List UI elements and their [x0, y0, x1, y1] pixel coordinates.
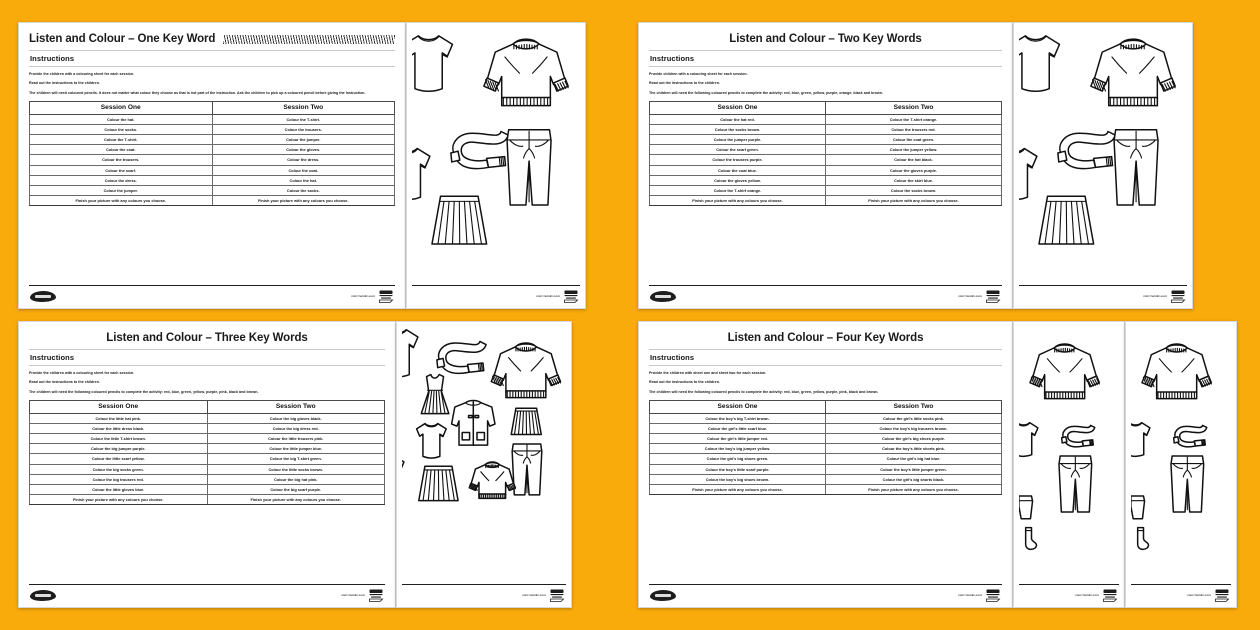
instruction-cell: Colour the trousers purple.	[650, 155, 826, 165]
column-header: Session Two	[826, 400, 1002, 413]
twinkl-badge-icon	[368, 588, 384, 602]
table-header-row	[30, 101, 395, 114]
instruction-cell: Colour the trousers.	[212, 124, 395, 134]
table-row	[650, 444, 1002, 454]
table-header-row	[650, 101, 1002, 114]
twinkl-badge-icon	[985, 588, 1001, 602]
column-header: Session Two	[207, 400, 385, 413]
instruction-cell: Colour the little socks brown.	[207, 464, 385, 474]
table-row	[30, 413, 385, 423]
twinkl-logo-icon[interactable]	[650, 590, 676, 601]
table-row	[30, 484, 385, 494]
table-row	[30, 423, 385, 433]
instructions-list	[29, 71, 395, 99]
table-body	[650, 413, 1002, 495]
table-row	[650, 413, 1002, 423]
plate-footer	[402, 584, 566, 607]
instruction-cell: Colour the trousers.	[30, 155, 213, 165]
sheet-two-key-words[interactable]	[638, 22, 1013, 309]
instructions-list	[649, 370, 1002, 398]
instruction-cell: Colour the socks brown.	[650, 124, 826, 134]
instruction-cell: Finish your picture with any colours you choose.	[212, 196, 395, 206]
instruction-cell: Colour the jumper.	[212, 135, 395, 145]
instruction-cell: Colour the gloves purple.	[826, 165, 1002, 175]
instruction-line: Provide the children with a colouring sheet for each session.	[29, 72, 135, 76]
instructions-band	[29, 50, 395, 67]
instruction-cell: Colour the hat.	[30, 114, 213, 124]
instruction-cell: Colour the gloves yellow.	[650, 175, 826, 185]
twinkl-badge-icon	[1214, 588, 1230, 602]
instruction-cell: Colour the boy's little shorts pink.	[826, 444, 1002, 454]
table-row	[30, 454, 385, 464]
instructions-heading: Instructions	[30, 54, 75, 63]
instruction-cell: Colour the girl's little socks pink.	[826, 413, 1002, 423]
instruction-cell: Colour the little jumper blue.	[207, 444, 385, 454]
footer-url-label[interactable]: visit twinkl.com	[958, 593, 982, 597]
instruction-cell: Colour the scarf.	[30, 165, 213, 175]
instruction-cell: Colour the dress.	[30, 175, 213, 185]
instruction-cell: Colour the T-shirt orange.	[826, 114, 1002, 124]
column-header: Session One	[650, 101, 826, 114]
instruction-cell: Colour the girl's big shoes green.	[650, 454, 826, 464]
instruction-cell: Colour the big hat pink.	[207, 474, 385, 484]
title-row	[649, 33, 1002, 50]
instruction-cell: Colour the T-shirt orange.	[650, 185, 826, 195]
instruction-cell: Colour the hat.	[212, 175, 395, 185]
table-header-row	[30, 400, 385, 413]
table-body	[30, 114, 395, 206]
table-row	[650, 185, 1002, 195]
table-row	[650, 175, 1002, 185]
instruction-cell: Finish your picture with any colours you choose.	[826, 484, 1002, 494]
instruction-cell: Finish your picture with any colours you choose.	[650, 484, 826, 494]
table-row	[650, 423, 1002, 433]
table-row	[650, 124, 1002, 134]
instruction-cell: Colour the boy's little jumper green.	[826, 464, 1002, 474]
sheet-footer	[29, 285, 395, 308]
table-row	[30, 114, 395, 124]
instruction-cell: Colour the boy's big shoes brown.	[650, 474, 826, 484]
page-title: Listen and Colour – One Key Word	[29, 33, 216, 45]
table-row	[30, 175, 395, 185]
column-header: Session One	[650, 400, 826, 413]
instruction-cell: Colour the coat.	[30, 145, 213, 155]
table-row	[650, 145, 1002, 155]
page-title: Listen and Colour – Four Key Words	[727, 332, 924, 344]
instruction-cell: Colour the girl's little jumper red.	[650, 434, 826, 444]
column-header: Session One	[30, 101, 213, 114]
instruction-cell: Colour the coat.	[212, 165, 395, 175]
instruction-line: Provide the children with a colouring sheet for each session.	[29, 371, 135, 375]
instruction-cell: Colour the little dress black.	[30, 423, 208, 433]
sheet-four-key-words[interactable]	[638, 321, 1013, 608]
twinkl-logo-icon[interactable]	[30, 291, 56, 302]
instruction-line: Read out the instructions to the children.	[29, 380, 100, 385]
footer-url-label[interactable]: visit twinkl.com	[536, 294, 560, 298]
instruction-cell: Colour the socks.	[212, 185, 395, 195]
table-row	[30, 155, 395, 165]
page-title: Listen and Colour – Two Key Words	[729, 33, 922, 45]
instruction-cell: Finish your picture with any colours you choose.	[826, 196, 1002, 206]
instruction-cell: Colour the little gloves blue.	[30, 484, 208, 494]
instruction-cell: Colour the skirt blue.	[826, 175, 1002, 185]
plate-footer	[1019, 584, 1119, 607]
instructions-band	[649, 50, 1002, 67]
twinkl-badge-icon	[1170, 289, 1186, 303]
instruction-cell: Colour the socks brown.	[826, 185, 1002, 195]
instruction-line: Read out the instructions to the children.	[29, 81, 100, 86]
sessions-table	[29, 101, 395, 206]
table-header-row	[650, 400, 1002, 413]
instructions-band	[29, 349, 385, 366]
instruction-cell: Colour the jumper.	[30, 185, 213, 195]
instruction-cell: Colour the big scarf purple.	[207, 484, 385, 494]
twinkl-badge-icon	[549, 588, 565, 602]
table-row	[650, 474, 1002, 484]
instructions-band	[649, 349, 1002, 366]
sheet-three-key-words[interactable]	[18, 321, 396, 608]
worksheet-group-three-key-words[interactable]	[18, 321, 622, 608]
footer-url-label[interactable]: visit twinkl.com	[1187, 593, 1211, 597]
table-row	[30, 196, 395, 206]
footer-url-label[interactable]: visit twinkl.com	[958, 294, 982, 298]
twinkl-badge-icon	[563, 289, 579, 303]
illustration-page-one-key-word-1[interactable]	[406, 22, 586, 309]
plate-footer	[1019, 285, 1187, 308]
instruction-cell: Colour the little scarf yellow.	[30, 454, 208, 464]
sessions-table	[649, 400, 1002, 495]
instruction-cell: Colour the boy's big jumper yellow.	[650, 444, 826, 454]
instruction-cell: Colour the jumper purple.	[650, 135, 826, 145]
table-row	[650, 434, 1002, 444]
instruction-cell: Colour the coat blue.	[650, 165, 826, 175]
table-row	[30, 165, 395, 175]
table-row	[30, 495, 385, 505]
instruction-cell: Colour the coat green.	[826, 135, 1002, 145]
twinkl-badge-icon	[378, 289, 394, 303]
instruction-cell: Colour the big dress red.	[207, 423, 385, 433]
instructions-list	[29, 370, 385, 398]
instruction-cell: Colour the dress.	[212, 155, 395, 165]
column-header: Session Two	[826, 101, 1002, 114]
table-row	[30, 145, 395, 155]
instruction-cell: Colour the jumper yellow.	[826, 145, 1002, 155]
instructions-heading: Instructions	[650, 353, 695, 362]
instruction-cell: Colour the girl's big hat blue.	[826, 454, 1002, 464]
table-row	[650, 165, 1002, 175]
table-row	[650, 135, 1002, 145]
instruction-line: The children will need the following coloured pencils to complete the activity: red, blue, green, yellow, purple, orange, black and brown.	[649, 90, 884, 95]
instruction-cell: Colour the big jumper purple.	[30, 444, 208, 454]
illustration-page-four-key-words-1[interactable]	[1013, 321, 1125, 608]
clothing-line-art	[412, 29, 580, 285]
illustration-page-three-key-words-1[interactable]	[396, 321, 572, 608]
table-body	[650, 114, 1002, 206]
instruction-cell: Colour the little T-shirt brown.	[30, 434, 208, 444]
table-row	[650, 196, 1002, 206]
title-row	[29, 332, 385, 349]
sessions-table	[29, 400, 385, 505]
instruction-cell: Colour the scarf green.	[650, 145, 826, 155]
instruction-cell: Colour the trousers red.	[826, 124, 1002, 134]
table-body	[30, 413, 385, 505]
instruction-line: Read out the instructions to the children.	[649, 81, 720, 86]
table-row	[650, 114, 1002, 124]
instruction-cell: Colour the big trousers red.	[30, 474, 208, 484]
title-row	[29, 33, 395, 50]
footer-url-label[interactable]: visit twinkl.com	[341, 593, 365, 597]
instruction-cell: Colour the big gloves black.	[207, 413, 385, 423]
instruction-line: Provide the children with sheet one and sheet two for each session.	[649, 371, 767, 375]
instruction-cell: Colour the little trousers pink.	[207, 434, 385, 444]
clothing-line-art	[1131, 328, 1231, 584]
instructions-list	[649, 71, 1002, 99]
footer-url-label[interactable]: visit twinkl.com	[1143, 294, 1167, 298]
instruction-cell: Finish your picture with any colours you choose.	[650, 196, 826, 206]
footer-url-label[interactable]: visit twinkl.com	[522, 593, 546, 597]
sheet-footer	[29, 584, 385, 607]
table-row	[30, 434, 385, 444]
instruction-cell: Colour the boy's little scarf purple.	[650, 464, 826, 474]
plate-footer	[1131, 584, 1231, 607]
sheet-footer	[649, 285, 1002, 308]
instruction-cell: Colour the girl's little scarf blue.	[650, 423, 826, 433]
instruction-cell: Colour the big socks green.	[30, 464, 208, 474]
worksheet-group-one-key-word[interactable]	[18, 22, 622, 309]
instruction-cell: Finish your picture with any colours you choose.	[30, 196, 213, 206]
column-header: Session One	[30, 400, 208, 413]
table-row	[30, 185, 395, 195]
illustration-page-four-key-words-2[interactable]	[1125, 321, 1237, 608]
instruction-cell: Colour the girl's big shorts black.	[826, 474, 1002, 484]
table-row	[650, 155, 1002, 165]
instruction-cell: Finish your picture with any colours you choose.	[207, 495, 385, 505]
table-row	[30, 124, 395, 134]
instruction-cell: Colour the boy's big T-shirt brown.	[650, 413, 826, 423]
title-decorative-rule	[223, 35, 395, 44]
instruction-cell: Colour the gloves.	[212, 145, 395, 155]
twinkl-badge-icon	[985, 289, 1001, 303]
clothing-line-art	[402, 328, 566, 584]
instruction-line: The children will need the following coloured pencils to complete the activity: red, blue, green, yellow, purple, pink, black and brown.	[649, 389, 879, 394]
title-row	[649, 332, 1002, 349]
clothing-line-art	[1019, 328, 1119, 584]
instruction-cell: Colour the socks.	[30, 124, 213, 134]
table-row	[30, 135, 395, 145]
table-row	[30, 464, 385, 474]
instruction-cell: Colour the big T-shirt green.	[207, 454, 385, 464]
sessions-table	[649, 101, 1002, 206]
twinkl-logo-icon[interactable]	[30, 590, 56, 601]
instruction-cell: Colour the hat red.	[650, 114, 826, 124]
footer-url-label[interactable]: visit twinkl.com	[1075, 593, 1099, 597]
instruction-line: The children will need the following coloured pencils to complete the activity: red, blue, green, yellow, purple, pink, black and brown.	[29, 389, 259, 394]
sheet-footer	[649, 584, 1002, 607]
instruction-cell: Colour the little hat pink.	[30, 413, 208, 423]
instructions-heading: Instructions	[650, 54, 695, 63]
plate-footer	[412, 285, 580, 308]
table-row	[650, 464, 1002, 474]
twinkl-logo-icon[interactable]	[650, 291, 676, 302]
instruction-cell: Colour the boy's big trousers brown.	[826, 423, 1002, 433]
instruction-cell: Colour the girl's big shoes purple.	[826, 434, 1002, 444]
footer-url-label[interactable]: visit twinkl.com	[351, 294, 375, 298]
instructions-heading: Instructions	[30, 353, 75, 362]
worksheet-group-four-key-words[interactable]	[638, 321, 1242, 608]
sheet-one-key-word[interactable]	[18, 22, 406, 309]
table-row	[650, 454, 1002, 464]
column-header: Session Two	[212, 101, 395, 114]
table-row	[30, 474, 385, 484]
table-row	[30, 444, 385, 454]
instruction-cell: Finish your picture with any colours you choose.	[30, 495, 208, 505]
instruction-cell: Colour the hat black.	[826, 155, 1002, 165]
instruction-line: Read out the instructions to the children.	[649, 380, 720, 385]
table-row	[650, 484, 1002, 494]
instruction-line: Provide children with a colouring sheet for each session.	[649, 72, 748, 76]
twinkl-badge-icon	[1102, 588, 1118, 602]
page-title: Listen and Colour – Three Key Words	[106, 332, 308, 344]
illustration-page-two-key-words-1[interactable]	[1013, 22, 1193, 309]
instruction-cell: Colour the T-shirt.	[30, 135, 213, 145]
instruction-line: The children will need coloured pencils. It does not matter what colour they choose as that is not part of the instruction. Ask the children to pick up a coloured pencil before giving the instruction.	[29, 90, 366, 95]
worksheet-group-two-key-words[interactable]	[638, 22, 1242, 309]
clothing-line-art	[1019, 29, 1187, 285]
instruction-cell: Colour the T-shirt.	[212, 114, 395, 124]
